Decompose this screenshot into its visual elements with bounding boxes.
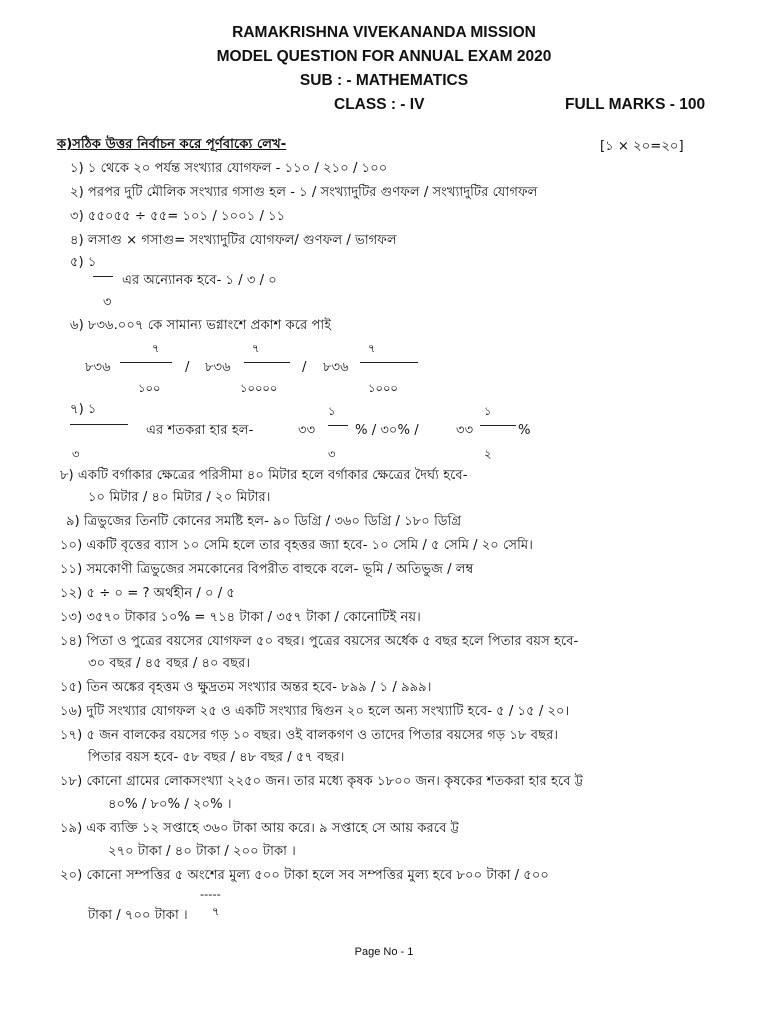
- school-name: RAMAKRISHNA VIVEKANANDA MISSION: [232, 24, 536, 41]
- section-title: ক)সঠিক উত্তর নির্বাচন করে পূর্ণবাক্যে লেখ-: [57, 137, 287, 152]
- q20-denominator: ৭: [212, 904, 220, 918]
- q6-whole-2: ৮৩৬: [205, 360, 231, 375]
- q7-options: % / ৩০% /: [355, 423, 419, 438]
- page-number: Page No - 1: [354, 946, 414, 958]
- q6-separator-2: /: [302, 360, 307, 375]
- question-16: ১৬) দুটি সংখ্যার যোগফল ২৫ ও একটি সংখ্যার দ্বিগুন ২০ হলে অন্য সংখ্যাটি হবে- ৫ / ১৫ / ২০।: [60, 704, 570, 719]
- question-14-options: ৩০ বছর / ৪৫ বছর / ৪০ বছর।: [88, 656, 251, 671]
- question-13: ১৩) ৩৫৭০ টাকার ১০% = ৭১৪ টাকা / ৩৫৭ টাকা / কোনোটিই নয়।: [60, 610, 421, 625]
- q7-percent: %: [518, 423, 531, 438]
- fraction-bar: [93, 276, 113, 277]
- question-4: ৪) লসাগু × গসাগু= সংখ্যাদুটির যোগফল/ গুণফল / ভাগফল: [70, 233, 397, 248]
- section-marks: [১ × ২০=২০]: [600, 139, 684, 154]
- question-1: ১) ১ থেকে ২০ পর্যন্ত সংখ্যার যোগফল - ১১০ / ২১০ / ১০০: [70, 161, 388, 176]
- q7-whole-1: ৩৩: [298, 423, 316, 438]
- q6-whole-3: ৮৩৬: [323, 360, 349, 375]
- q6-numerator-1: ৭: [152, 341, 160, 355]
- question-15: ১৫) তিন অঙ্কের বৃহত্তম ও ক্ষুদ্রতম সংখ্যার অন্তর হবে- ৮৯৯ / ১ / ৯৯৯।: [60, 680, 432, 695]
- fraction-bar: [360, 362, 418, 363]
- question-5-text: এর অন্যোনক হবে- ১ / ৩ / ০: [122, 273, 277, 288]
- fraction-bar: [70, 424, 128, 425]
- question-2: ২) পরপর দুটি মৌলিক সংখ্যার গসাগু হল - ১ / সংখ্যাদুটির গুণফল / সংখ্যাদুটির যোগফল: [70, 185, 538, 200]
- question-19-options: ২৭০ টাকা / ৪০ টাকা / ২০০ টাকা ।: [108, 844, 296, 859]
- question-9: ৯) ত্রিভুজের তিনটি কোনের সমষ্টি হল- ৯০ ডিগ্রি / ৩৬০ ডিগ্রি / ১৮০ ডিগ্রি: [66, 514, 462, 529]
- question-5-denominator: ৩: [103, 295, 112, 310]
- q6-denominator-2: ১০০০০: [240, 381, 278, 395]
- question-8-options: ১০ মিটার / ৪০ মিটার / ২০ মিটার।: [88, 490, 271, 505]
- question-17-options: পিতার বয়স হবে- ৫৮ বছর / ৪৮ বছর / ৫৭ বছর।: [88, 750, 345, 765]
- q6-numerator-2: ৭: [252, 341, 260, 355]
- q6-separator-1: /: [185, 360, 190, 375]
- q7-denominator-2: ৩: [328, 447, 336, 461]
- question-19: ১৯) এক ব্যক্তি ১২ সপ্তাহে ৩৬০ টাকা আয় করে। ৯ সপ্তাহে সে আয় করবে ট্ট: [60, 821, 459, 836]
- q6-numerator-3: ৭: [368, 341, 376, 355]
- q6-denominator-1: ১০০: [138, 381, 161, 395]
- question-18: ১৮) কোনো গ্রামের লোকসংখ্যা ২২৫০ জন। তার মধ্যে কৃষক ১৮০০ জন। কৃষকের শতকরা হার হবে ট্ট: [60, 774, 584, 789]
- fraction-bar: [244, 362, 290, 363]
- full-marks: FULL MARKS - 100: [565, 96, 706, 113]
- fraction-bar: [120, 362, 172, 363]
- question-20: ২০) কোনো সম্পত্তির ৫ অংশের মুল্য ৫০০ টাকা হলে সব সম্পত্তির মুল্য হবে ৮০০ টাকা / ৫০০: [60, 868, 549, 883]
- question-8: ৮) একটি বর্গাকার ক্ষেত্রের পরিসীমা ৪০ মিটার হলে বর্গাকার ক্ষেত্রের দৈর্ঘ্য হবে-: [60, 468, 468, 483]
- exam-title: MODEL QUESTION FOR ANNUAL EXAM 2020: [216, 48, 552, 65]
- q7-numerator-1: ১: [328, 404, 336, 418]
- q7-whole-2: ৩৩: [456, 423, 474, 438]
- question-10: ১০) একটি বৃত্তের ব্যাস ১০ সেমি হলে তার বৃহত্তর জ্যা হবে- ১০ সেমি / ৫ সেমি / ২০ সেমি।: [60, 538, 533, 553]
- q20-fraction-dash: -----: [200, 887, 221, 901]
- q6-denominator-3: ১০০০: [368, 381, 398, 395]
- question-6: ৬) ৮৩৬.০০৭ কে সামান্য ভগ্নাংশে প্রকাশ করে পাই: [70, 318, 332, 333]
- question-7-text: এর শতকরা হার হল-: [146, 423, 254, 438]
- question-20-continuation: টাকা / ৭০০ টাকা ।: [88, 908, 188, 923]
- question-18-options: ৪০% / ৮০% / ২০% ।: [108, 797, 232, 812]
- q7-denominator-1: ৩: [72, 447, 80, 461]
- q6-whole-1: ৮৩৬: [85, 360, 111, 375]
- question-17: ১৭) ৫ জন বালকের বয়সের গড় ১০ বছর। ওই বালকগণ ও তাদের পিতার বয়সের গড় ১৮ বছর।: [60, 728, 559, 743]
- question-3: ৩) ৫৫০৫৫ ÷ ৫৫= ১০১ / ১০০১ / ১১: [70, 209, 286, 224]
- question-7-label: ৭) ১: [70, 402, 97, 417]
- question-12: ১২) ৫ ÷ ০ = ? অর্থহীন / ০ / ৫: [60, 586, 235, 601]
- q7-denominator-3: ২: [484, 447, 492, 461]
- fraction-bar: [328, 425, 348, 426]
- question-5-label: ৫) ১: [70, 255, 97, 270]
- question-14: ১৪) পিতা ও পুত্রের বয়সের যোগফল ৫০ বছর। পুত্রের বয়সের অর্ধেক ৫ বছর হলে পিতার বয়স হবে-: [60, 634, 579, 649]
- fraction-bar: [480, 425, 516, 426]
- class-label: CLASS : - IV: [334, 96, 425, 113]
- question-11: ১১) সমকোণী ত্রিভুজের সমকোনের বিপরীত বাহুকে বলে- ভূমি / অতিভুজ / লম্ব: [60, 562, 474, 577]
- subject: SUB : - MATHEMATICS: [299, 72, 469, 89]
- q7-numerator-2: ১: [484, 404, 492, 418]
